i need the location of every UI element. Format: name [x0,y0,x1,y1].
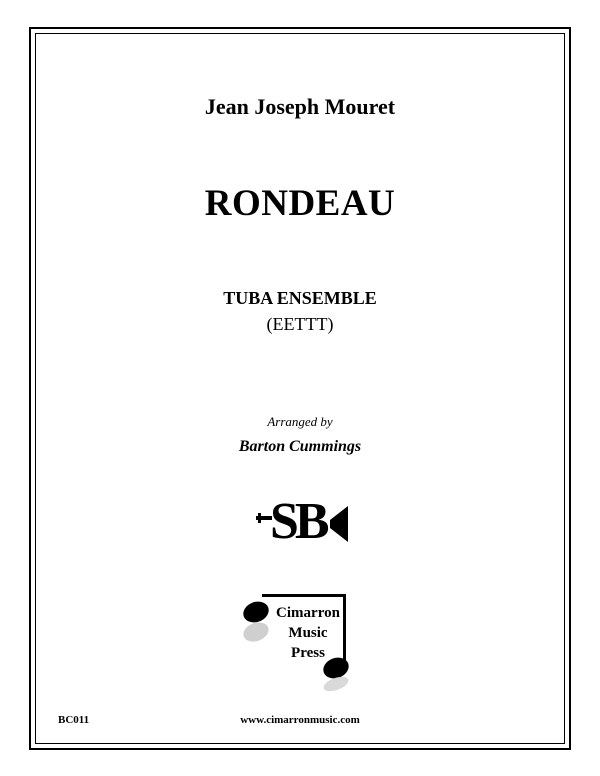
catalog-number: BC011 [58,714,90,726]
sb-logo-text: SB [270,493,326,550]
ensemble-label: TUBA ENSEMBLE [223,288,377,308]
arranged-by-label: Arranged by [267,414,333,429]
composer-name: Jean Joseph Mouret [204,94,396,119]
logo-line-cimarron: Cimarron [276,605,340,621]
sb-logo [256,493,352,550]
cimarron-music-press-logo [240,588,358,692]
logo-line-music: Music [288,625,328,641]
arranger-name: Barton Cummings [238,438,362,455]
publisher-website: www.cimarronmusic.com [240,714,360,726]
piece-title: RONDEAU [204,183,396,224]
logo-line-press: Press [291,645,325,661]
instrumentation-label: (EETTT) [266,314,334,334]
